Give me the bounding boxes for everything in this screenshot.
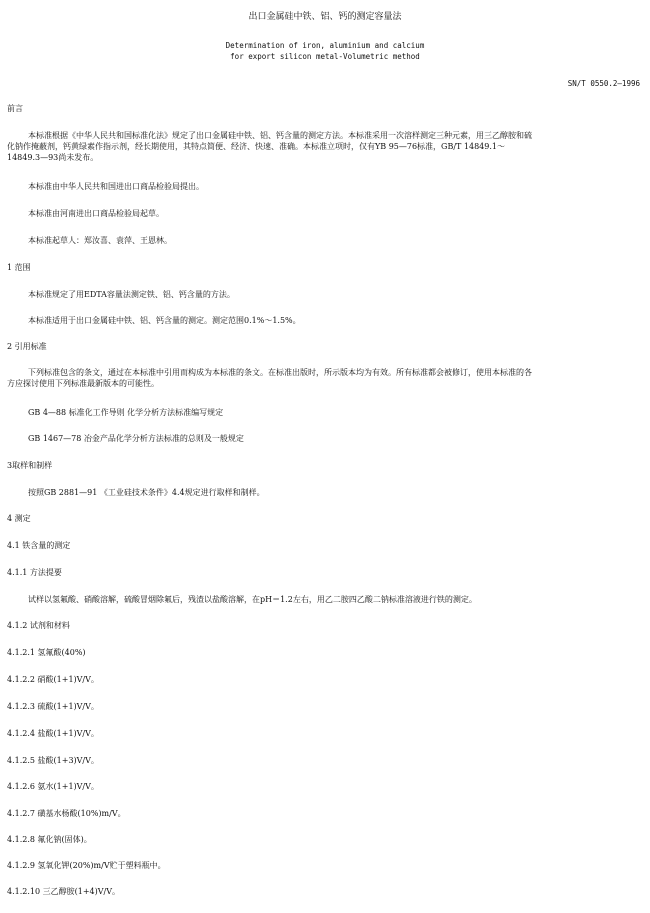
reference-2: GB 1467—78 冶金产品化学分析方法标准的总则及一般规定 [28,434,244,443]
section-4-1-2-heading: 4.1.2 试剂和材料 [7,621,70,630]
reagent-item: 4.1.2.6 氨水(1+1)V/V。 [7,782,99,791]
section-4-1-1-heading: 4.1.1 方法提要 [7,568,62,577]
section-2-paragraph-line-2: 方应探讨使用下列标准最新版本的可能性。 [7,379,159,388]
reagent-item: 4.1.2.1 氢氟酸(40%) [7,648,86,657]
reagent-item: 4.1.2.7 磺基水杨酸(10%)m/V。 [7,809,126,818]
section-2-heading: 2 引用标准 [7,342,47,351]
reagent-item: 4.1.2.5 盐酸(1+3)V/V。 [7,756,99,765]
section-1-paragraph-1: 本标准规定了用EDTA容量法测定铁、铝、钙含量的方法。 [28,290,235,299]
section-1-heading: 1 范围 [7,263,31,272]
reagent-item: 4.1.2.4 盐酸(1+1)V/V。 [7,729,99,738]
reagent-item: 4.1.2.3 硫酸(1+1)V/V。 [7,702,99,711]
foreword-paragraph-3: 本标准由河南进出口商品检验局起草。 [28,209,164,218]
foreword-paragraph-4: 本标准起草人：郑汝喜、袁萍、王恩林。 [28,236,172,245]
foreword-paragraph-1-line-1: 本标准根据《中华人民共和国标准化法》规定了出口金属硅中铁、铝、钙含量的测定方法。本标准采用一次溶样测定三种元素，用三乙醇胺和硫 [28,131,532,140]
document-title-en-line-1: Determination of iron, aluminium and calcium [225,41,425,50]
section-3-heading: 3取样和制样 [7,461,53,470]
reagent-item: 4.1.2.2 硝酸(1+1)V/V。 [7,675,99,684]
document-title-en-line-2: for export silicon metal-Volumetric method [230,52,420,61]
document-title: 出口金属硅中铁、铝、钙的测定容量法 [248,12,402,22]
foreword-heading: 前言 [7,104,23,113]
foreword-paragraph-1-line-2: 化钠作掩蔽剂，钙黄绿素作指示剂，经长期使用，其特点简便、经济、快速、准确。本标准立项时，仅有YB 95—76标准，GB/T 14849.1～ [7,142,505,151]
reagent-item: 4.1.2.8 氟化钠(固体)。 [7,835,92,844]
section-2-paragraph-line-1: 下列标准包含的条文，通过在本标准中引用而构成为本标准的条文。在标准出版时，所示版本均为有效。所有标准都会被修订，使用本标准的各 [28,368,532,377]
section-1-paragraph-2: 本标准适用于出口金属硅中铁、铝、钙含量的测定。测定范围0.1%～1.5%。 [28,316,301,325]
section-3-paragraph: 按照GB 2881—91 《工业硅技术条件》4.4规定进行取样和制样。 [28,488,265,497]
reference-1: GB 4—88 标准化工作导则 化学分析方法标准编写规定 [28,408,224,417]
foreword-paragraph-2: 本标准由中华人民共和国进出口商品检验局提出。 [28,182,204,191]
section-4-heading: 4 测定 [7,514,31,523]
reagent-item: 4.1.2.10 三乙醇胺(1+4)V/V。 [7,887,120,896]
reagent-item: 4.1.2.9 氢氧化钾(20%)m/V贮于塑料瓶中。 [7,861,166,870]
standard-number: SN/T 0550.2—1996 [567,79,640,88]
section-4-1-heading: 4.1 铁含量的测定 [7,541,71,550]
section-4-1-1-paragraph: 试样以氢氟酸、硝酸溶解，硫酸冒烟除氟后，残渣以盐酸溶解，在pH＝1.2左右，用乙二胺四乙酸二钠标准溶液进行铁的测定。 [28,595,477,604]
foreword-paragraph-1-line-3: 14849.3—93尚未发布。 [7,153,99,162]
